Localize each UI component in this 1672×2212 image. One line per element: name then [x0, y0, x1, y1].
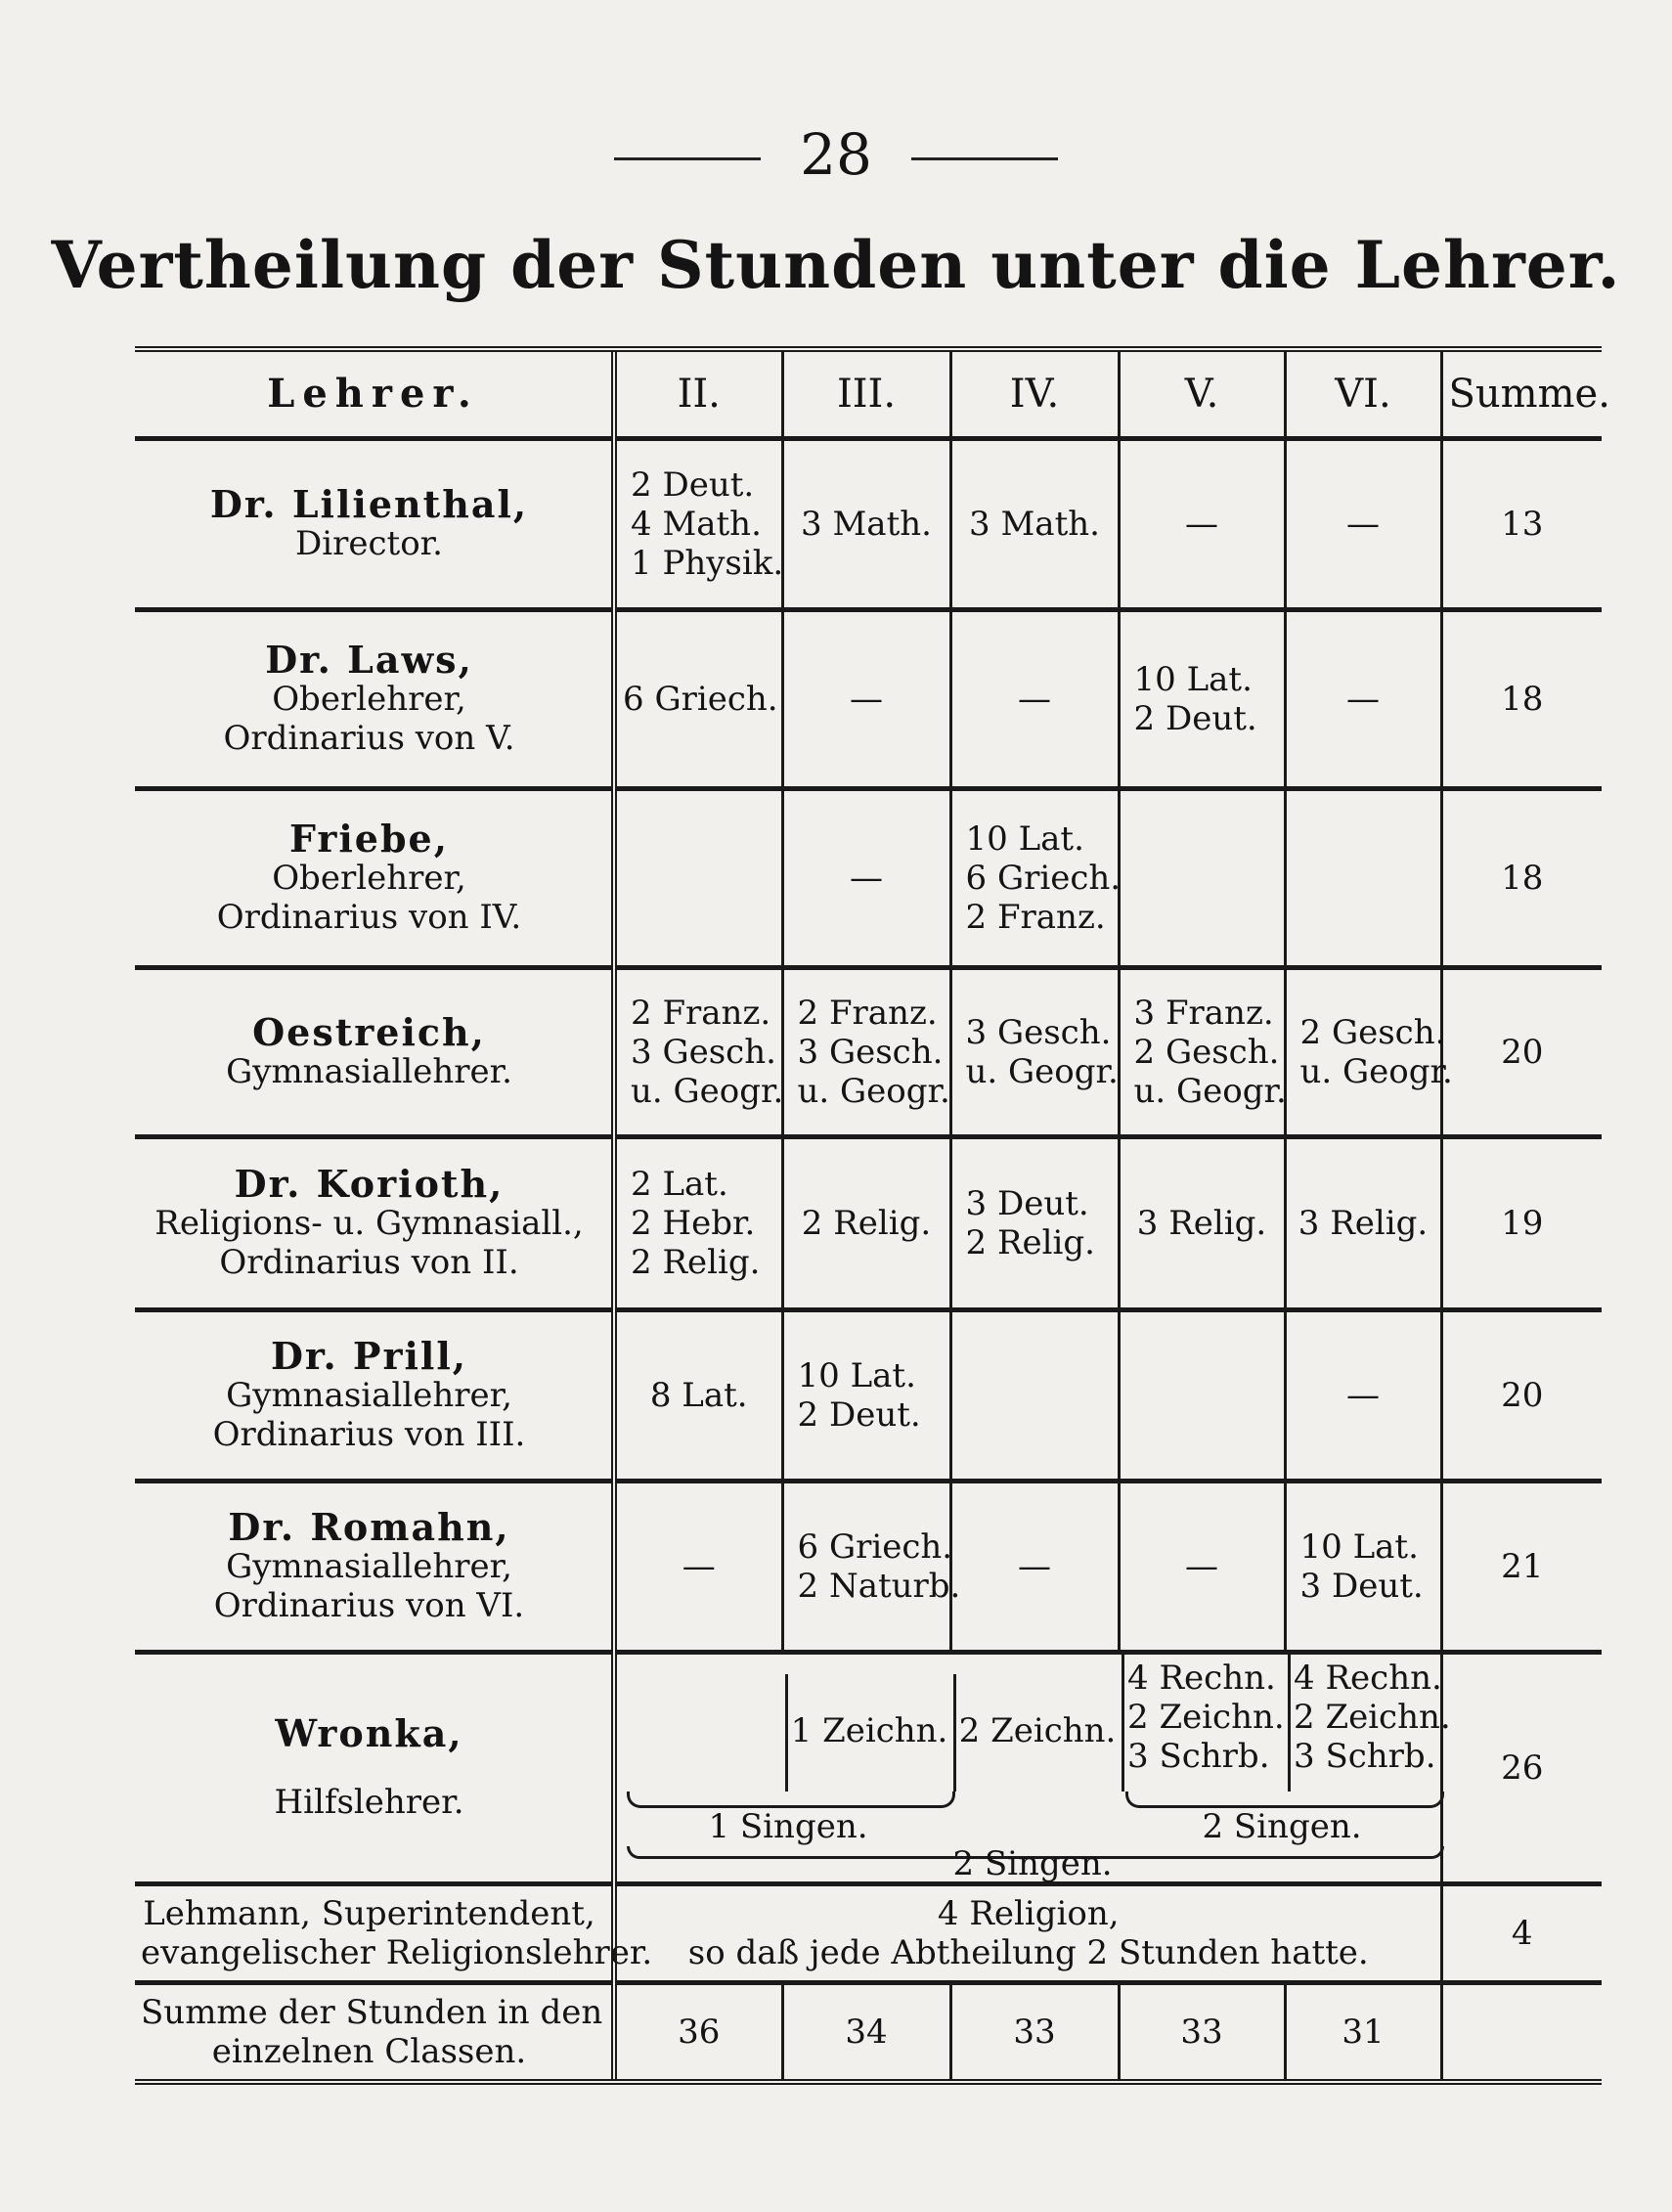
hours-entry: 3 Relig.	[1136, 1204, 1267, 1243]
hours-entry: 2 Gesch.	[1133, 1033, 1280, 1072]
hours-cell-iv	[950, 789, 1122, 968]
hours-cell-vi	[1285, 968, 1453, 1137]
sum-cell: 4	[1441, 1884, 1602, 1983]
hours-cell-iii	[782, 439, 950, 610]
hours-cell-iii	[782, 789, 950, 968]
hours-entry: —	[1346, 505, 1380, 544]
hours-entry: —	[1185, 1547, 1218, 1586]
hours-entry: 2 Hebr.	[631, 1204, 756, 1243]
teacher-name: Dr. Lilienthal,	[209, 482, 529, 526]
teacher-role: Ordinarius von V.	[223, 719, 515, 758]
page-title: Vertheilung der Stunden unter die Lehrer.	[51, 227, 1621, 303]
table-row	[135, 1482, 1602, 1653]
sum-cell: 20	[1441, 1310, 1602, 1482]
singen-right: 2 Singen.	[1202, 1807, 1362, 1846]
header-class-v: V.	[1119, 349, 1285, 439]
table-row	[135, 439, 1602, 610]
hours-cell-v	[1119, 439, 1285, 610]
table-row-totals	[135, 1983, 1602, 2083]
page-number-text: 28	[800, 121, 872, 188]
teacher-role: Oberlehrer,	[272, 859, 466, 898]
wronka-classes	[617, 1655, 1451, 1883]
teacher-role: Gymnasiallehrer,	[226, 1547, 512, 1586]
teacher-role: evangelischer Religionslehrer.	[141, 1933, 653, 1972]
hours-cell-vi	[1285, 789, 1441, 968]
hours-cell-vi	[1285, 1137, 1441, 1310]
teacher-cell	[135, 1310, 614, 1482]
teacher-role: Ordinarius von VI.	[213, 1586, 525, 1625]
hours-entry: —	[1018, 680, 1051, 719]
hours-entry: 2 Relig.	[965, 1223, 1095, 1262]
sum-cell: 18	[1441, 789, 1602, 968]
teacher-cell	[135, 610, 614, 789]
teacher-role: Gymnasiallehrer,	[226, 1376, 512, 1415]
hours-entry: 2 Franz.	[631, 994, 771, 1033]
hours-entry: —	[850, 859, 883, 898]
page-number-dash-left	[614, 157, 761, 160]
hours-cell-vi	[1285, 1482, 1441, 1653]
hours-entry: 3 Math.	[801, 505, 932, 544]
total-ii: 36	[614, 1983, 782, 2083]
teacher-name: Friebe,	[289, 817, 449, 861]
hours-cell-v	[1119, 968, 1285, 1137]
table-row	[135, 1137, 1602, 1310]
teacher-name: Dr. Laws,	[265, 638, 473, 682]
hours-entry: —	[1346, 1376, 1380, 1415]
hours-cell-iii	[782, 610, 950, 789]
teacher-role: Ordinarius von IV.	[216, 898, 522, 937]
hours-cell-ii	[614, 1137, 782, 1310]
teacher-name: Dr. Korioth,	[234, 1162, 505, 1206]
teacher-role: Oberlehrer,	[272, 680, 466, 719]
table-row	[135, 789, 1602, 968]
hours-entry: u. Geogr.	[965, 1052, 1119, 1091]
singen-left: 1 Singen.	[708, 1807, 868, 1846]
hours-cell-iii	[782, 1137, 950, 1310]
teacher-role: Hilfslehrer.	[274, 1783, 464, 1822]
page-number-dash-right	[911, 157, 1058, 160]
hours-entry: 6 Griech.	[623, 680, 778, 719]
wronka-iv: 2 Zeichn.	[958, 1711, 1117, 1750]
total-v: 33	[1119, 1983, 1285, 2083]
hours-entry: 3 Relig.	[1298, 1204, 1429, 1243]
teacher-cell	[135, 439, 614, 610]
wronka-vi: 4 Rechn. 2 Zeichn. 3 Schrb.	[1294, 1659, 1451, 1776]
hours-entry: 10 Lat.	[797, 1356, 916, 1395]
hours-cell-iii	[782, 968, 950, 1137]
hours-entry: 6 Griech.	[965, 859, 1122, 898]
hours-cell-ii	[614, 789, 782, 968]
teacher-cell	[135, 789, 614, 968]
totals-label: Summe der Stunden in den einzelnen Classen.	[135, 1983, 614, 2083]
teacher-hours-table	[135, 346, 1610, 2085]
hours-entry: —	[850, 680, 883, 719]
hours-entry: 1 Physik.	[631, 544, 784, 583]
hours-entry: 10 Lat.	[1133, 660, 1253, 699]
hours-entry: 3 Gesch.	[797, 1033, 944, 1072]
page-number	[0, 121, 1672, 188]
table-row-wronka	[135, 1653, 1602, 1884]
hours-entry: 3 Deut.	[965, 1184, 1089, 1223]
singen-brace-right	[1125, 1792, 1444, 1808]
teacher-cell	[135, 968, 614, 1137]
hours-entry: u. Geogr.	[797, 1072, 950, 1111]
sum-cell: 26	[1441, 1653, 1602, 1884]
total-vi: 31	[1285, 1983, 1441, 2083]
hours-entry: u. Geogr.	[1299, 1052, 1453, 1091]
header-class-iv: IV.	[950, 349, 1119, 439]
hours-cell-ii	[614, 439, 782, 610]
table-row	[135, 1310, 1602, 1482]
teacher-cell	[135, 1482, 614, 1653]
hours-entry: —	[1018, 1547, 1051, 1586]
hours-entry: u. Geogr.	[1133, 1072, 1287, 1111]
teacher-name: Lehmann, Superintendent,	[143, 1894, 595, 1933]
hours-entry: 2 Gesch.	[1299, 1013, 1446, 1052]
hours-cell-vi	[1285, 610, 1441, 789]
hours-entry: 2 Franz.	[965, 898, 1106, 937]
hours-entry: 3 Franz.	[1133, 994, 1274, 1033]
hours-entry: 2 Lat.	[631, 1165, 728, 1204]
teacher-role: Religions- u. Gymnasiall.,	[154, 1204, 584, 1243]
table-row	[135, 610, 1602, 789]
hours-cell-v	[1119, 1310, 1285, 1482]
hours-cell-iv	[950, 610, 1119, 789]
hours-entry: 3 Gesch.	[631, 1033, 776, 1072]
hours-cell-v	[1119, 1137, 1285, 1310]
hours-entry: 2 Franz.	[797, 994, 938, 1033]
hours-cell-ii	[614, 610, 782, 789]
hours-entry: —	[1346, 680, 1380, 719]
teacher-name: Oestreich,	[252, 1010, 486, 1054]
religion-note: 4 Religion, so daß jede Abtheilung 2 Stunden hatte.	[614, 1884, 1441, 1983]
hours-entry: 6 Griech.	[797, 1527, 953, 1567]
hours-entry: 3 Deut.	[1299, 1567, 1424, 1606]
hours-entry: 2 Deut.	[1133, 699, 1257, 738]
total-iii: 34	[782, 1983, 950, 2083]
hours-entry: 3 Math.	[969, 505, 1100, 544]
hours-entry: 10 Lat.	[965, 819, 1084, 859]
wronka-classes-cell	[614, 1653, 1451, 1884]
teacher-name: Dr. Romahn,	[228, 1505, 510, 1549]
hours-cell-ii	[614, 1310, 782, 1482]
hours-entry: 2 Naturb.	[797, 1567, 961, 1606]
total-iv: 33	[950, 1983, 1119, 2083]
teacher-name: Dr. Prill,	[270, 1334, 468, 1378]
hours-cell-iv	[950, 968, 1119, 1137]
sum-cell: 19	[1441, 1137, 1602, 1310]
teacher-name: Wronka,	[275, 1711, 463, 1755]
hours-cell-iii	[782, 1482, 961, 1653]
hours-cell-v	[1119, 789, 1285, 968]
hours-entry: u. Geogr.	[631, 1072, 784, 1111]
hours-entry: 3 Gesch.	[965, 1013, 1112, 1052]
hours-cell-vi	[1285, 1310, 1441, 1482]
wronka-iii: 1 Zeichn.	[790, 1711, 948, 1750]
header-class-ii: II.	[614, 349, 782, 439]
hours-entry: 10 Lat.	[1299, 1527, 1419, 1567]
hours-cell-v	[1119, 1482, 1285, 1653]
header-sum: Summe.	[1441, 349, 1602, 439]
hours-entry: 2 Relig.	[631, 1243, 761, 1282]
hours-entry: —	[1185, 505, 1218, 544]
hours-cell-iv	[950, 1310, 1119, 1482]
header-class-vi: VI.	[1285, 349, 1441, 439]
teacher-role: Ordinarius von II.	[219, 1243, 519, 1282]
teacher-role: Gymnasiallehrer.	[226, 1052, 512, 1091]
teacher-cell	[135, 1137, 614, 1310]
sum-cell: 20	[1441, 968, 1602, 1137]
hours-cell-iii	[782, 1310, 950, 1482]
hours-cell-iv	[950, 1482, 1119, 1653]
teacher-cell	[135, 1653, 614, 1884]
header-teacher: Lehrer.	[135, 349, 614, 439]
hours-entry: 2 Relig.	[801, 1204, 932, 1243]
singen-all: 2 Singen.	[952, 1844, 1113, 1883]
hours-entry: —	[682, 1547, 716, 1586]
hours-cell-iv	[950, 439, 1119, 610]
sum-cell: 18	[1441, 610, 1602, 789]
hours-entry: 2 Deut.	[797, 1395, 921, 1435]
hours-cell-vi	[1285, 439, 1441, 610]
hours-cell-ii	[614, 1482, 782, 1653]
hours-cell-iv	[950, 1137, 1119, 1310]
hours-entry: 2 Deut.	[631, 465, 755, 505]
table-row	[135, 968, 1602, 1137]
header-row	[135, 349, 1602, 439]
wronka-v: 4 Rechn. 2 Zeichn. 3 Schrb.	[1127, 1659, 1285, 1776]
total-sum	[1441, 1983, 1602, 2083]
table-row-lehmann	[135, 1884, 1602, 1983]
teacher-cell	[135, 1884, 653, 1983]
singen-brace-left	[627, 1792, 955, 1808]
hours-entry: 4 Math.	[631, 505, 762, 544]
teacher-role: Ordinarius von III.	[212, 1415, 526, 1454]
hours-entry: 8 Lat.	[649, 1376, 748, 1415]
header-class-iii: III.	[782, 349, 950, 439]
teacher-role: Director.	[294, 524, 443, 563]
hours-cell-ii	[614, 968, 782, 1137]
hours-cell-v	[1119, 610, 1285, 789]
sum-cell: 13	[1441, 439, 1602, 610]
sum-cell: 21	[1441, 1482, 1602, 1653]
